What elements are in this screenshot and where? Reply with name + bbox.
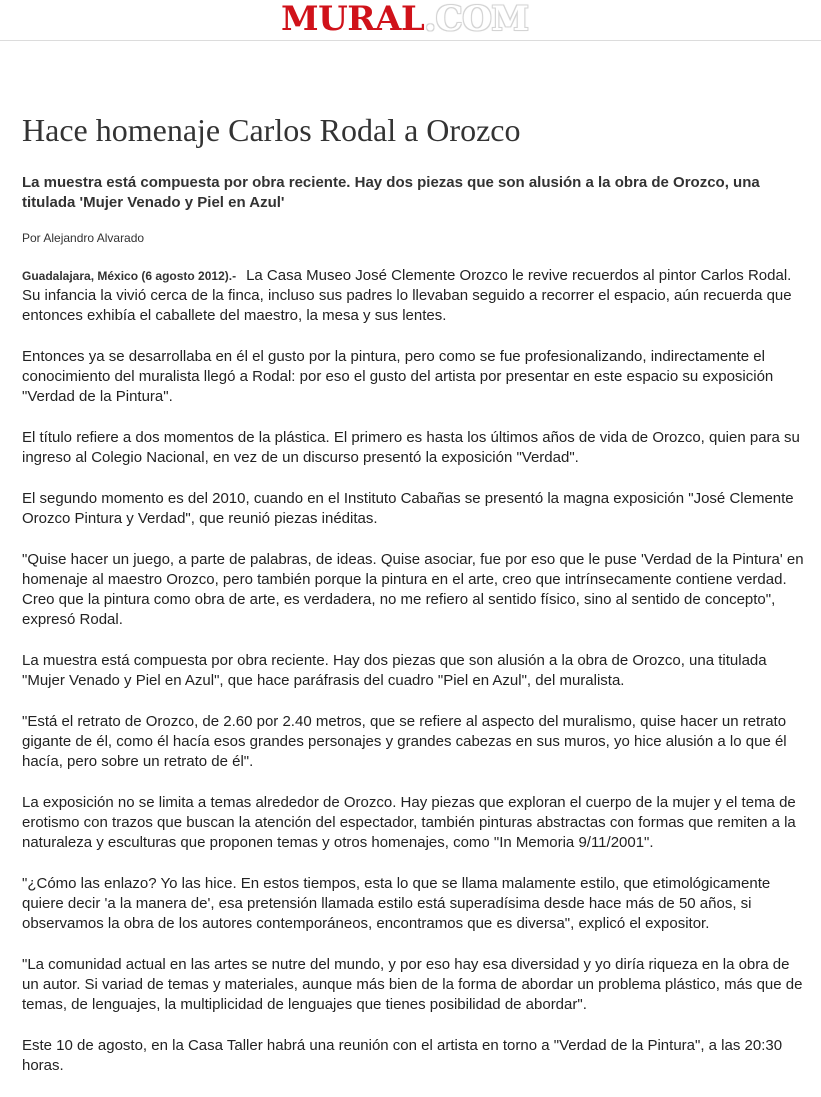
body-paragraph: "La comunidad actual en las artes se nutre del mundo, y por eso hay esa diversidad y yo diría riqueza en la obra de un autor. Si variad de temas y materiales, aunque más bien de la forma de abordar un problema plástico, más que de temas, de lenguajes, la multiplicidad de lenguajes que tienes posibilidad de abordar". [22, 956, 803, 1013]
body-paragraph: "¿Cómo las enlazo? Yo las hice. En estos tiempos, esta lo que se llama malamente estilo, que etimológicamente quiere decir 'a la manera de', esa pretensión llamada estilo está superadísima desde hace más de 50 años, si observamos la obra de los autores contemporáneos, encontramos que es diversa", explicó el expositor. [22, 875, 771, 932]
logo-wordmark: MURAL [281, 0, 425, 39]
body-paragraph: La muestra está compuesta por obra reciente. Hay dos piezas que son alusión a la obra de Orozco, una titulada "Mujer Venado y Piel en Azul", que hace paráfrasis del cuadro "Piel en Azul", del muralista. [22, 652, 767, 689]
article-body [22, 266, 804, 1076]
paragraph-text: La Casa Museo José Clemente Orozco le revive recuerdos al pintor Carlos Rodal. Su infancia la vivió cerca de la finca, incluso sus padres lo llevaban seguido a recorrer el espacio, aún recuerda que entonces exhibía el caballete del maestro, la mesa y sus lentes. [22, 267, 792, 324]
masthead [0, 0, 821, 41]
body-paragraph: El segundo momento es del 2010, cuando en el Instituto Cabañas se presentó la magna exposición "José Clemente Orozco Pintura y Verdad", que reunió piezas inéditas. [22, 490, 794, 527]
logo-domain: .COM [424, 0, 529, 39]
body-paragraph: "Quise hacer un juego, a parte de palabras, de ideas. Quise asociar, fue por eso que le puse 'Verdad de la Pintura' en homenaje al maestro Orozco, pero también porque la pintura en el arte, creo que intrínsecamente contiene verdad. Creo que la pintura como obra de arte, es verdadera, no me refiero al sentido físico, sino al sentido de concepto", expresó Rodal. [22, 551, 804, 628]
body-paragraph: El título refiere a dos momentos de la plástica. El primero es hasta los últimos años de vida de Orozco, quien para su ingreso al Colegio Nacional, en vez de un discurso presentó la exposición "Verdad". [22, 429, 800, 466]
body-paragraph: Entonces ya se desarrollaba en él el gusto por la pintura, pero como se fue profesionalizando, indirectamente el conocimiento del muralista llegó a Rodal: por eso el gusto del artista por presentar en este espacio su exposición "Verdad de la Pintura". [22, 348, 774, 405]
article-summary: La muestra está compuesta por obra reciente. Hay dos piezas que son alusión a la obra de Orozco, una titulada 'Mujer Venado y Piel en Azul' [22, 174, 760, 211]
body-paragraph: La exposición no se limita a temas alrededor de Orozco. Hay piezas que exploran el cuerpo de la mujer y el tema de erotismo con trazos que buscan la atención del espectador, también pinturas abstractas con formas que remiten a la naturaleza y esculturas que proponen temas y otros homenajes, como "In Memoria 9/11/2001". [22, 794, 796, 851]
article-dateline: Guadalajara, México (6 agosto 2012).- [22, 269, 237, 283]
body-paragraph: Este 10 de agosto, en la Casa Taller habrá una reunión con el artista en torno a "Verdad de la Pintura", a las 20:30 horas. [22, 1037, 783, 1074]
body-paragraph: "Está el retrato de Orozco, de 2.60 por 2.40 metros, que se refiere al aspecto del muralismo, quise hacer un retrato gigante de él, como él hacía esos grandes personajes y grandes cabezas en sus muros, yo hice alusión a lo que él hacía, pero sobre un retrato de él". [22, 713, 787, 770]
article-headline: Hace homenaje Carlos Rodal a Orozco [22, 112, 521, 148]
mural-logo[interactable] [281, 0, 529, 39]
body-paragraph [22, 266, 804, 326]
article [22, 110, 804, 1097]
article-byline: Por Alejandro Alvarado [22, 231, 145, 245]
